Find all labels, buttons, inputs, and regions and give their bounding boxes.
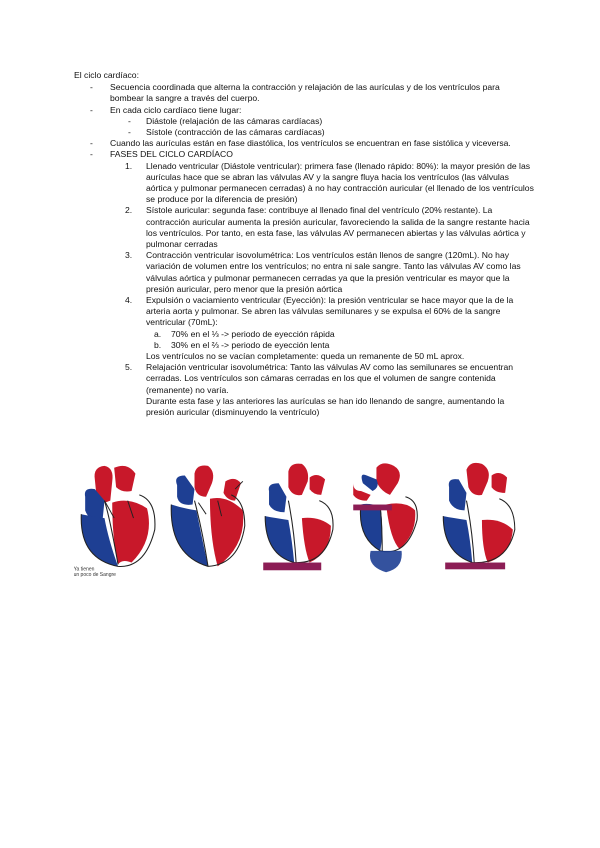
bullet-text: Cuando las aurículas están en fase diastólica, los ventrículos se encuentran en fase sistólica y viceversa. <box>110 138 511 149</box>
bullet-item <box>74 149 534 160</box>
heart-diagram-isovolumetric-relaxation <box>436 462 524 578</box>
caption-label <box>445 563 505 570</box>
phase-number: 3. <box>125 250 133 261</box>
phase-text: Relajación ventricular isovolumétrica: Tanto las válvulas AV como las semilunares se encuentran cerradas. Los ventrículos son cámaras cerradas en los que el volumen de sangre contenida (remanente) no varía. <box>146 362 514 395</box>
ejection-item <box>74 340 534 351</box>
heart-diagram-ejection <box>346 462 432 578</box>
closing-paragraph: Durante esta fase y las anteriores las aurículas se han ido llenando de sangre, aumentando la presión auricular (disminuyendo la ventrículo) <box>146 395 505 418</box>
phase-item <box>74 250 534 295</box>
phase-item <box>74 295 534 329</box>
sub-bullet-text: Diástole (relajación de las cámaras cardíacas) <box>146 115 323 126</box>
phase-item <box>74 161 534 206</box>
section-heading-phases: FASES DEL CICLO CARDÍACO <box>110 149 233 160</box>
phase-number: 5. <box>125 362 133 373</box>
bullet-text: Secuencia coordinada que alterna la contracción y relajación de las aurículas y de los ventrículos para bombear la sangre a través del cuerpo. <box>110 82 500 104</box>
remanent-note: Los ventrículos no se vacían completamente: queda un remanente de 50 mL aprox. <box>146 351 465 362</box>
ejection-item <box>74 329 534 340</box>
phase-number: 4. <box>125 295 133 306</box>
phase-text: Sístole auricular: segunda fase: contribuye al llenado final del ventrículo (20% restante). La contracción auricular aumenta la presión auricular, favoreciendo la salida de la sangre restante hacia los ventrículos. Por tanto, en esta fase, las válvulas AV permanecen abiertas y las válvulas aórtica y pulmonar cerradas <box>146 205 530 250</box>
dash-bullet: - <box>90 82 93 93</box>
sub-bullet-item <box>74 116 534 127</box>
phase-number: 2. <box>125 205 133 216</box>
document-body <box>74 70 534 418</box>
phase-text: Contracción ventricular isovolumétrica: Los ventrículos están llenos de sangre (120mL). No hay variación de volumen entre los ventrículos; no entra ni sale sangre. Tanto las válvulas AV como las válvulas aórtica y pulmonar permanecen cerradas ya que la presión ventricular es mayor que la presión auricular, pero menor que la presión aórtica <box>146 250 521 294</box>
phase-item <box>74 362 534 396</box>
caption-label <box>263 563 321 571</box>
phase-number: 1. <box>125 160 133 171</box>
bullet-text: En cada ciclo cardíaco tiene lugar: <box>110 104 242 115</box>
heart-diagram-atrial-systole <box>166 462 252 578</box>
dash-bullet: - <box>128 115 131 126</box>
dash-bullet: - <box>90 149 93 160</box>
handwritten-note: Ya tienen <box>74 566 95 573</box>
heart-diagram-isovolumetric-contraction <box>256 462 342 578</box>
dash-bullet: - <box>90 104 93 115</box>
ejection-letter: b. <box>154 339 162 350</box>
dash-bullet: - <box>90 138 93 149</box>
sub-bullet-text: Sístole (contracción de las cámaras cardíacas) <box>146 127 325 138</box>
phase-text: Llenado ventricular (Diástole ventricular): primera fase (llenado rápido: 80%): la mayor presión de las aurículas hace que se abran las válvulas AV y la sangre fluya hacia los ventrículos (las válvulas aórtica y pulmonar permanecen cerradas) à no hay contracción auricular (el llenado de los ventrículos se produce por la diferencia de presión) <box>146 160 534 205</box>
heart-diagrams-row <box>74 462 524 588</box>
bullet-item <box>74 82 534 104</box>
bullet-item <box>74 105 534 116</box>
phase-item <box>74 205 534 250</box>
handwritten-note: un poco de Sangre <box>74 572 116 578</box>
ejection-letter: a. <box>154 328 162 339</box>
sub-bullet-item <box>74 127 534 138</box>
bullet-item <box>74 138 534 149</box>
phase-text: Expulsión o vaciamiento ventricular (Eyección): la presión ventricular se hace mayor que la de la arteria aorta y pulmonar. Se abren las válvulas semilunares y se expulsa el 60% de la sangre ventricular (70mL): <box>146 295 514 328</box>
section-title: El ciclo cardíaco: <box>74 70 139 80</box>
caption-label <box>353 505 392 511</box>
ejection-text: 70% en el ⅓ -> periodo de eyección rápida <box>171 328 335 339</box>
ejection-text: 30% en el ⅔ -> periodo de eyección lenta <box>171 339 330 350</box>
dash-bullet: - <box>128 127 131 138</box>
heart-diagram-filling <box>74 462 164 578</box>
